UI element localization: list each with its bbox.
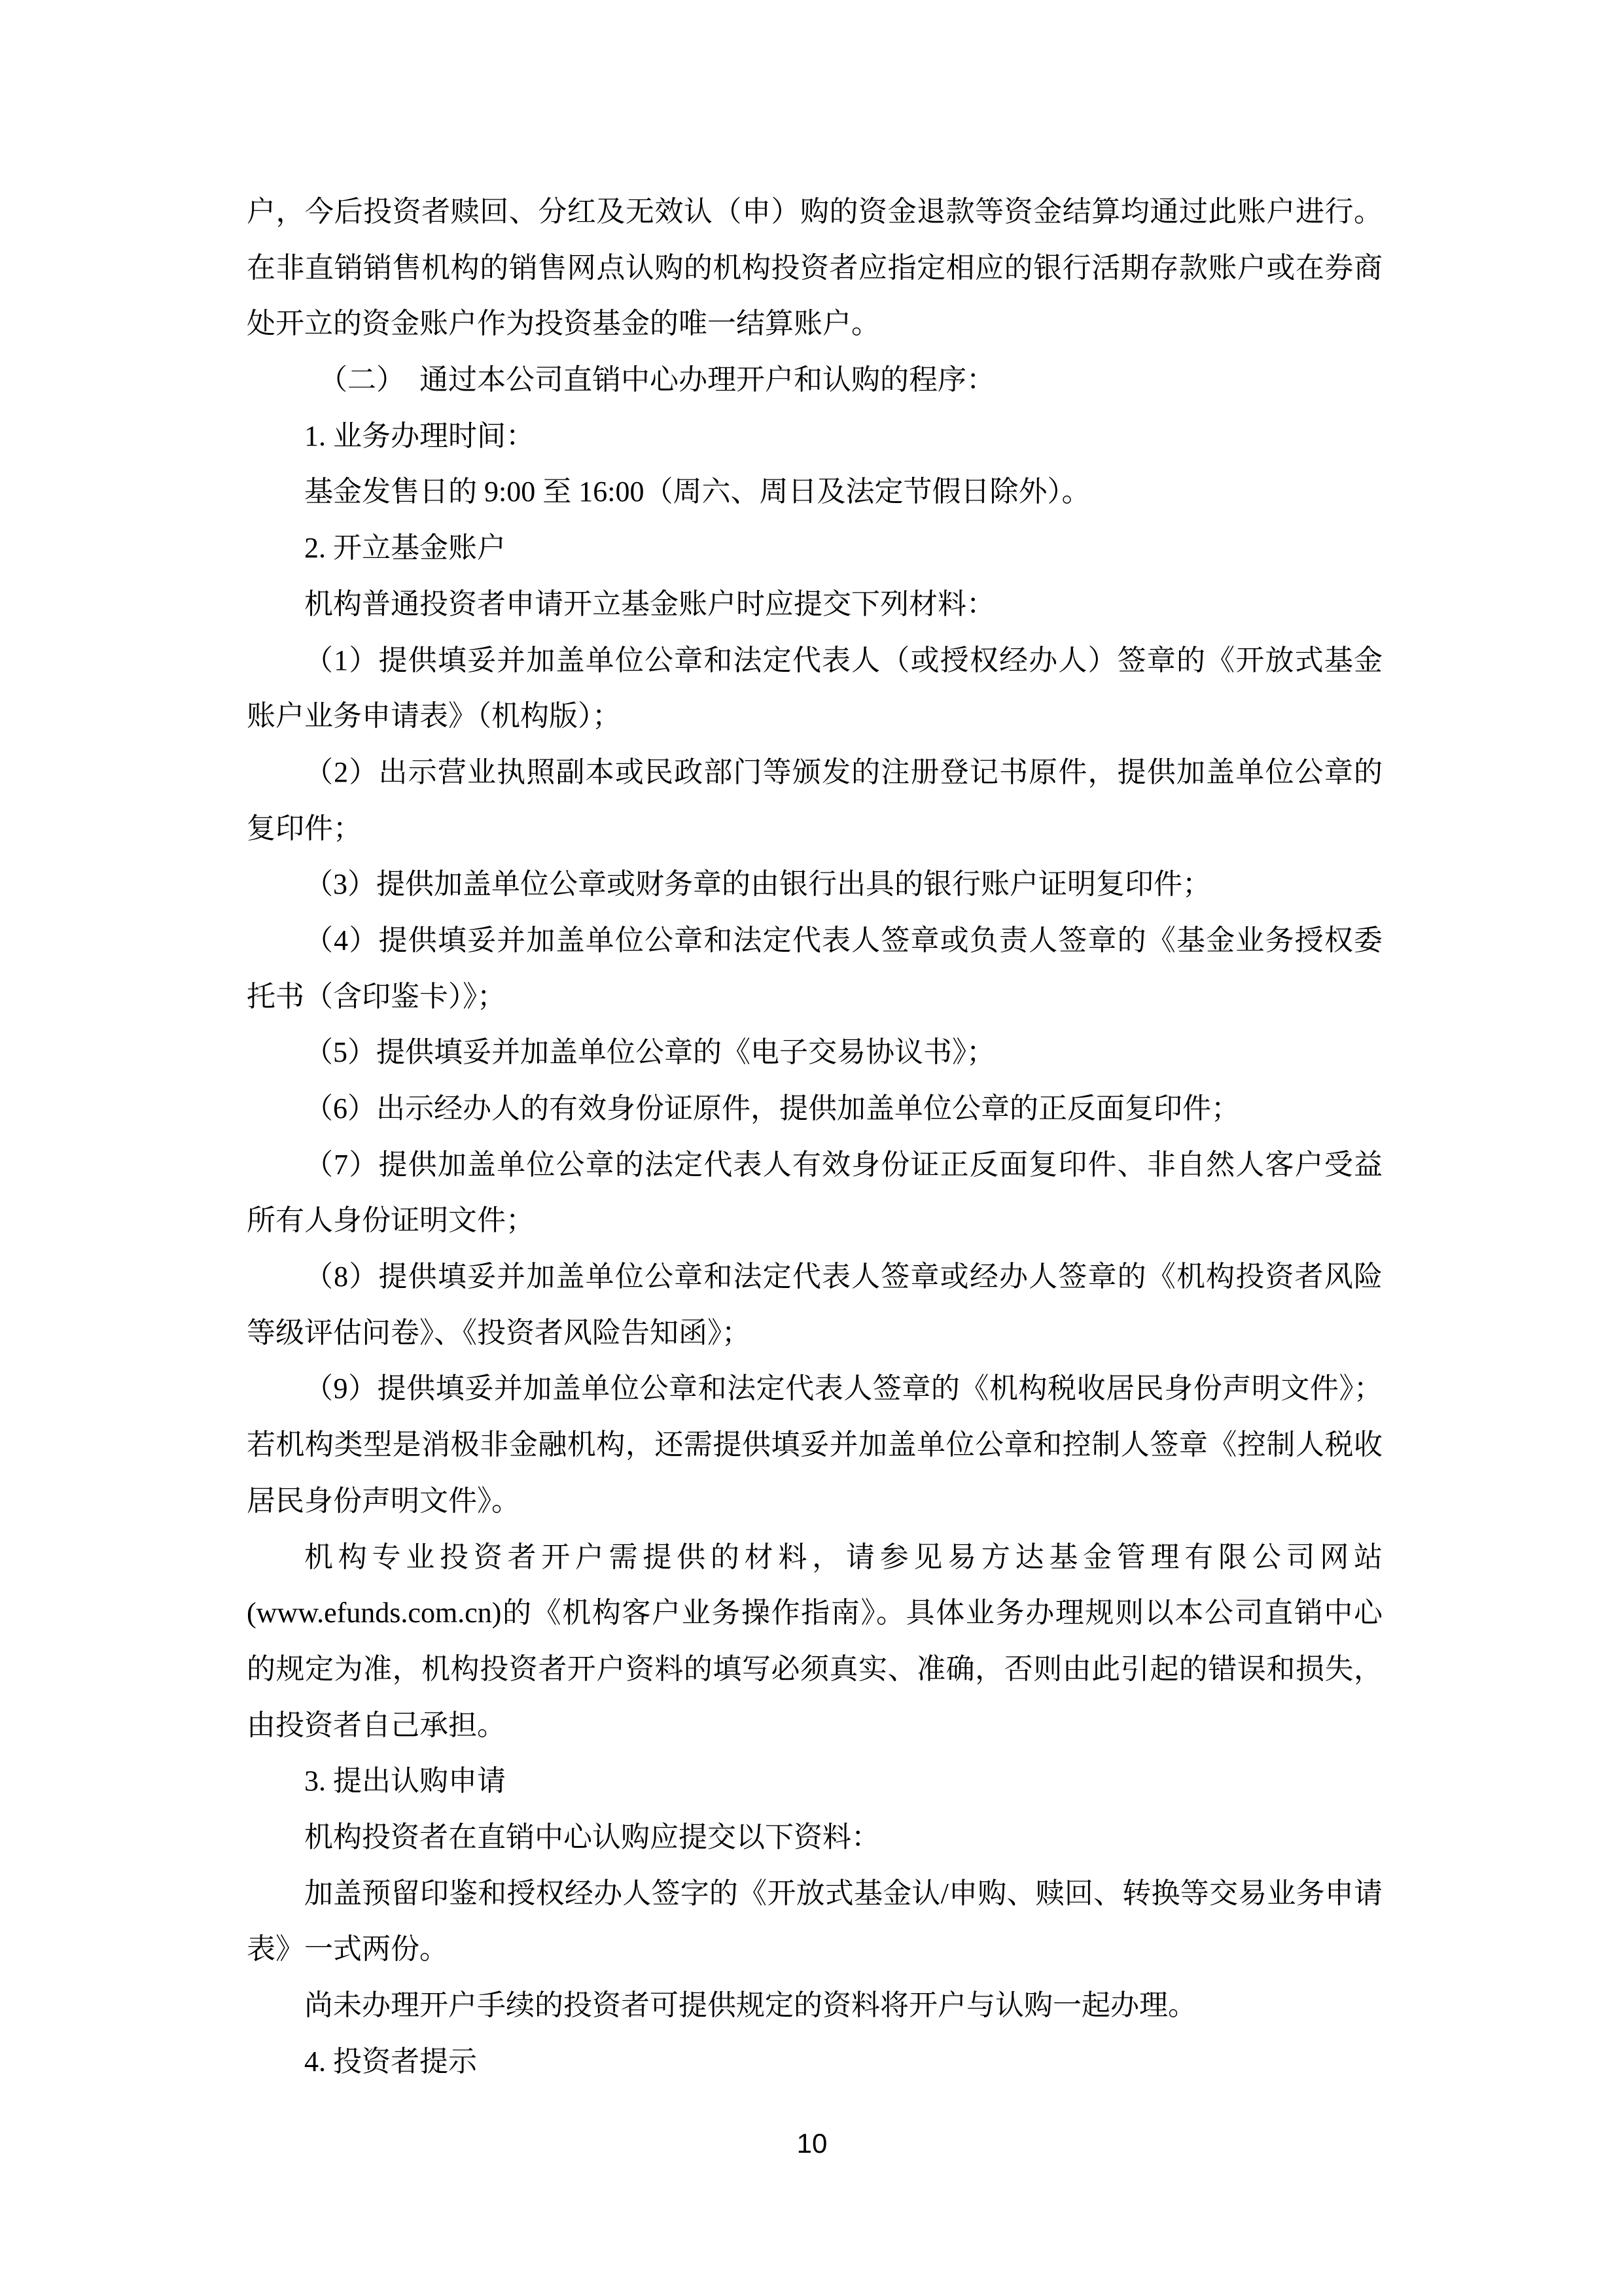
- text-line: 机构专业投资者开户需提供的材料，请参见易方达基金管理有限公司网站: [304, 1540, 1383, 1573]
- text-line: 的规定为准，机构投资者开户资料的填写必须真实、准确，否则由此引起的错误和损失，: [247, 1652, 1383, 1685]
- text-line: （4）提供填妥并加盖单位公章和法定代表人签章或负责人签章的《基金业务授权委: [304, 924, 1383, 956]
- text-line: 机构普通投资者申请开立基金账户时应提交下列材料：: [304, 587, 995, 620]
- text-line: 2. 开立基金账户: [304, 532, 506, 565]
- text-line: 尚未办理开户手续的投资者可提供规定的资料将开户与认购一起办理。: [304, 1989, 1197, 2021]
- text-line: （9）提供填妥并加盖单位公章和法定代表人签章的《机构税收居民身份声明文件》；: [304, 1372, 1383, 1405]
- text-line: 处开立的资金账户作为投资基金的唯一结算账户。: [247, 307, 880, 340]
- text-line: 居民身份声明文件》。: [247, 1484, 520, 1517]
- text-line: 复印件；: [247, 812, 362, 844]
- text-line: 若机构类型是消极非金融机构，还需提供填妥并加盖单位公章和控制人签章《控制人税收: [247, 1429, 1383, 1461]
- page-number: 10: [796, 2128, 828, 2159]
- text-line: （1）提供填妥并加盖单位公章和法定代表人（或授权经办人）签章的《开放式基金: [304, 644, 1383, 676]
- text-line: (www.efunds.com.cn)的《机构客户业务操作指南》。具体业务办理规则以本公司直销中心: [247, 1597, 1383, 1629]
- text-line: 机构投资者在直销中心认购应提交以下资料：: [304, 1820, 880, 1853]
- document-body: [247, 184, 1383, 2089]
- text-line: （二） 通过本公司直销中心办理开户和认购的程序：: [319, 364, 995, 396]
- text-line: （3）提供加盖单位公章或财务章的由银行出具的银行账户证明复印件；: [304, 868, 1211, 901]
- text-line: 基金发售日的 9:00 至 16:00（周六、周日及法定节假日除外）。: [304, 476, 1091, 508]
- text-line: 1. 业务办理时间：: [304, 419, 535, 452]
- text-line: 在非直销销售机构的销售网点认购的机构投资者应指定相应的银行活期存款账户或在券商: [247, 251, 1383, 284]
- text-line: 账户业务申请表》（机构版）；: [247, 700, 621, 733]
- text-line: 4. 投资者提示: [304, 2045, 477, 2078]
- text-line: （6）出示经办人的有效身份证原件，提供加盖单位公章的正反面复印件；: [304, 1092, 1240, 1124]
- text-line: 所有人身份证明文件；: [247, 1204, 535, 1237]
- text-line: （8）提供填妥并加盖单位公章和法定代表人签章或经办人签章的《机构投资者风险: [304, 1261, 1383, 1293]
- text-line: 等级评估问卷》、《投资者风险告知函》；: [247, 1316, 750, 1349]
- text-line: 托书（含印鉴卡）》；: [247, 980, 506, 1013]
- text-line: 加盖预留印鉴和授权经办人签字的《开放式基金认/申购、赎回、转换等交易业务申请: [304, 1877, 1383, 1909]
- text-line: （5）提供填妥并加盖单位公章的《电子交易协议书》；: [304, 1036, 995, 1069]
- text-line: 由投资者自己承担。: [247, 1709, 506, 1741]
- text-line: （2）出示营业执照副本或民政部门等颁发的注册登记书原件，提供加盖单位公章的: [304, 756, 1383, 788]
- text-line: （7）提供加盖单位公章的法定代表人有效身份证正反面复印件、非自然人客户受益: [304, 1148, 1383, 1181]
- text-line: 3. 提出认购申请: [304, 1765, 506, 1798]
- text-line: 户，今后投资者赎回、分红及无效认（申）购的资金退款等资金结算均通过此账户进行。: [247, 196, 1383, 228]
- text-line: 表》一式两份。: [247, 1933, 448, 1966]
